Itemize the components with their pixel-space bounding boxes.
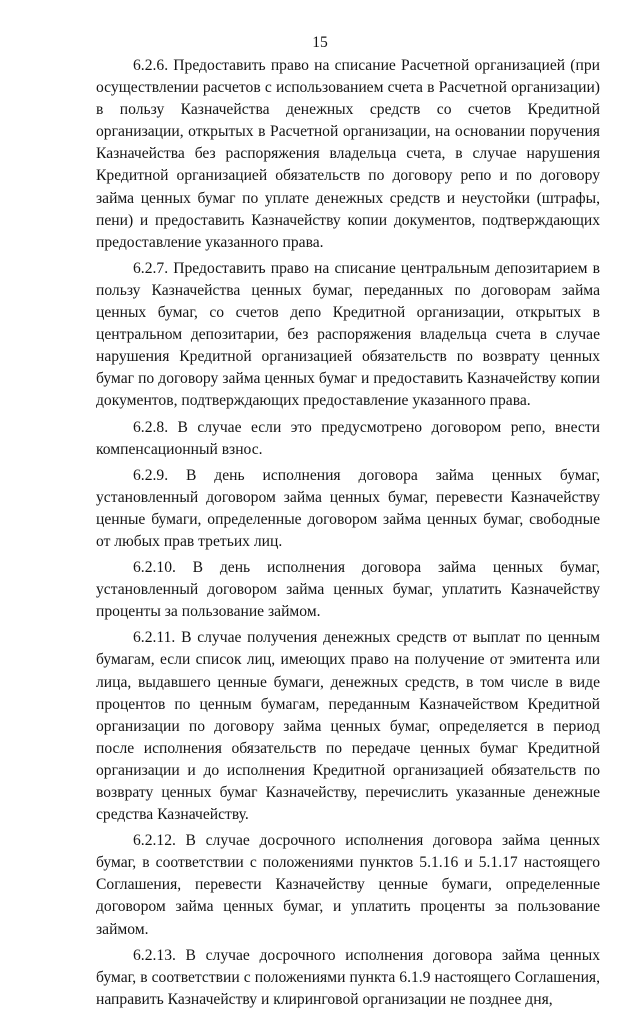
paragraph-6-2-12: 6.2.12. В случае досрочного исполнения договора займа ценных бумаг, в соответствии с положениями пунктов 5.1.16 и 5.1.17 настоящего Соглашения, перевести Казначейству ценные бумаги, определенные договором займа ценных бумаг, и уплатить проценты за пользование займом. — [96, 832, 600, 938]
paragraph-6-2-11: 6.2.11. В случае получения денежных средств от выплат по ценным бумагам, если список лиц, имеющих право на получение от эмитента или лица, выдавшего ценные бумаги, денежных средств, в том числе в виде процентов по ценным бумагам, переданным Казначейством Кредитной организации по договору займа ценных бумаг, определяется в период после исполнения обязательств по передаче ценных бумаг Кредитной организации и до исполнения Кредитной организацией обязательств по возврату ценных бумаг Казначейству, перечислить указанные денежные средства Казначейству. — [96, 629, 600, 824]
paragraph-6-2-6: 6.2.6. Предоставить право на списание Расчетной организацией (при осуществлении расчетов с использованием счета в Расчетной организации) в пользу Казначейства денежных средств со счетов Кредитной организации, открытых в Расчетной организации, на основании поручения Казначейства без распоряжения владельца счета, в случае нарушения Кредитной организацией обязательств по договору репо и по договору займа ценных бумаг по уплате денежных средств и неустойки (штрафы, пени) и предоставить Казначейству копии документов, подтверждающих предоставление указанного права. — [96, 57, 600, 251]
paragraph-6-2-13: 6.2.13. В случае досрочного исполнения договора займа ценных бумаг, в соответствии с положениями пункта 6.1.9 настоящего Соглашения, направить Казначейству и клиринговой организации не позднее дня, — [96, 946, 600, 1008]
paragraph-6-2-8: 6.2.8. В случае если это предусмотрено договором репо, внести компенсационный взнос. — [96, 418, 600, 458]
paragraph-6-2-9: 6.2.9. В день исполнения договора займа ценных бумаг, установленный договором займа ценных бумаг, перевести Казначейству ценные бумаги, определенные договором займа ценных бумаг, свободные от любых прав третьих лиц. — [96, 466, 600, 550]
document-body — [96, 55, 600, 1015]
paragraph-6-2-10: 6.2.10. В день исполнения договора займа ценных бумаг, установленный договором займа ценных бумаг, уплатить Казначейству проценты за пользование займом. — [96, 559, 600, 621]
page-number: 15 — [312, 34, 328, 51]
paragraph-6-2-7: 6.2.7. Предоставить право на списание центральным депозитарием в пользу Казначейства ценных бумаг, переданных по договорам займа ценных бумаг, со счетов депо Кредитной организации, открытых в центральном депозитарии, без распоряжения владельца счета в случае нарушения Кредитной организацией обязательств по возврату ценных бумаг по договору займа ценных бумаг и предоставить Казначейству копии документов, подтверждающих предоставление указанного права. — [96, 259, 600, 410]
